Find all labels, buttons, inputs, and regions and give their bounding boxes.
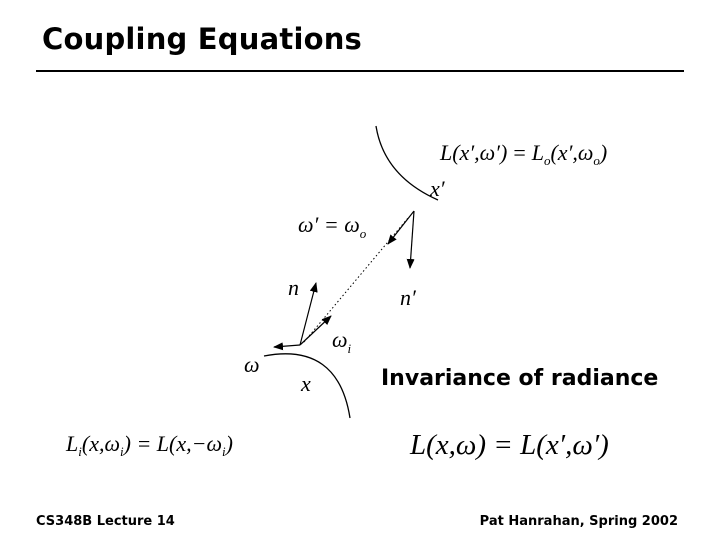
x-prime-label: x′ [430,176,445,201]
invariance-heading: Invariance of radiance [381,366,659,391]
omega-prime-arrow [388,211,414,244]
omega-label: ω [244,352,260,377]
normal-label: n [288,275,299,300]
slide-title: Coupling Equations [42,22,363,56]
invariance-equation: L(x,ω) = L(x′,ω′) [410,429,609,461]
normal-arrow [300,283,316,345]
normal-prime-label: n′ [400,285,416,310]
omega-prime-label: $\omega' = \omega_o$ [298,212,367,241]
footer-course: CS348B Lecture 14 [36,514,175,529]
equation-bottom-left: $L_i(x,\omega_i) = L(x,-\omega_i)$ [66,431,233,459]
omega-i-label: $\omega_i$ [332,327,352,356]
footer-author: Pat Hanrahan, Spring 2002 [479,514,678,529]
equation-top: $L(x',\omega') = L_o(x',\omega_o)$ [440,140,608,168]
surface-arc-top [376,126,438,200]
omega-arrow [274,345,300,347]
x-label: x [301,371,311,396]
omega-i-arrow [300,316,331,345]
normal-prime-arrow [410,211,414,268]
